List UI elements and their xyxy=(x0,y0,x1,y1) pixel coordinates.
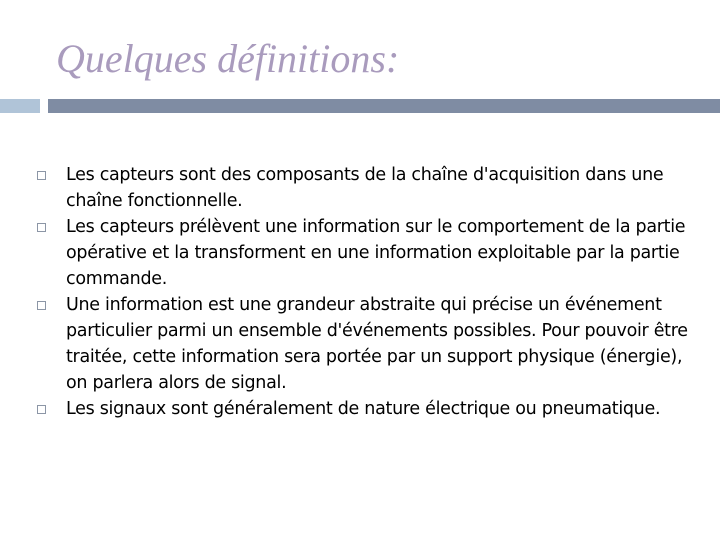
bullet-text: Les signaux sont généralement de nature électrique ou pneumatique. xyxy=(66,399,661,419)
bullet-item xyxy=(0,396,720,422)
bullet-text: Les capteurs sont des composants de la chaîne d'acquisition dans une chaîne fonctionnelle. xyxy=(66,165,664,211)
bullet-item xyxy=(0,162,720,214)
title-rule-right-segment xyxy=(48,99,720,113)
bullet-item xyxy=(0,214,720,292)
bullet-item xyxy=(0,292,720,396)
hollow-square-bullet-icon xyxy=(37,223,46,232)
hollow-square-bullet-icon xyxy=(37,171,46,180)
bullet-text: Une information est une grandeur abstraite qui précise un événement particulier parmi un ensemble d'événements possibles. Pour pouvoir être traitée, cette information sera portée par un support physique (énergie), on parlera alors de signal. xyxy=(66,295,688,393)
title-rule-gap xyxy=(40,99,48,113)
bullet-text: Les capteurs prélèvent une information sur le comportement de la partie opérative et la transforment en une information exploitable par la partie commande. xyxy=(66,217,686,289)
title-rule-left-segment xyxy=(0,99,40,113)
hollow-square-bullet-icon xyxy=(37,405,46,414)
slide-title: Quelques définitions: xyxy=(56,36,400,81)
hollow-square-bullet-icon xyxy=(37,301,46,310)
bullet-list xyxy=(0,162,720,422)
